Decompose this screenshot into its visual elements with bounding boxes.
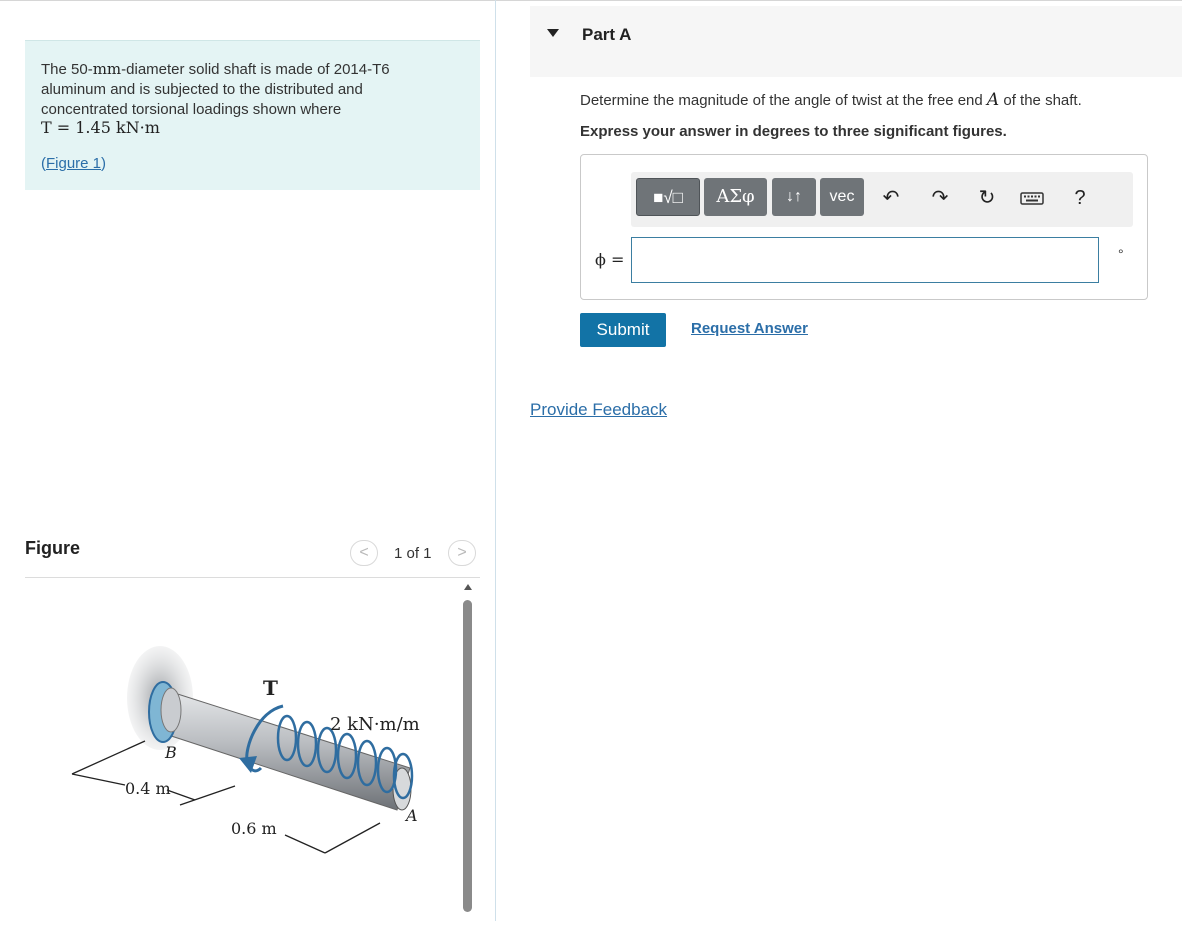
sub-superscript-button[interactable]: ↓↑	[772, 178, 816, 216]
problem-text-part1: The 50-	[41, 61, 93, 78]
figure-link-wrapper	[41, 155, 106, 172]
redo-icon[interactable]: ↷	[931, 187, 949, 209]
question-variable: A	[986, 90, 1000, 110]
problem-text-part2: -diameter solid shaft is made of 2014-T6 aluminum and is subjected to the distributed and concentrated torsional loadings shown where	[41, 61, 390, 118]
label-dimension-06: 0.6 m	[231, 819, 277, 838]
provide-feedback-link[interactable]: Provide Feedback	[530, 400, 668, 419]
figure-scrollbar[interactable]	[461, 578, 475, 921]
question-text	[580, 90, 1082, 110]
collapse-triangle-icon[interactable]	[547, 29, 559, 37]
torque-expression: T = 1.45 kN·m	[41, 118, 160, 137]
scroll-up-arrow-icon[interactable]	[464, 584, 472, 590]
problem-unit-mm: mm	[92, 60, 122, 78]
submit-button[interactable]: Submit	[580, 313, 666, 347]
answer-unit-label: °	[1118, 246, 1124, 262]
help-icon[interactable]: ?	[1074, 187, 1086, 209]
top-border	[0, 0, 1182, 1]
figure-link-open-paren: (	[41, 155, 46, 172]
answer-instruction: Express your answer in degrees to three significant figures.	[580, 123, 1007, 140]
scrollbar-thumb[interactable]	[463, 600, 472, 912]
answer-variable-label: ϕ =	[595, 250, 625, 269]
figure-link-close-paren: )	[101, 155, 107, 172]
vector-button[interactable]: vec	[820, 178, 864, 216]
answer-input[interactable]	[631, 237, 1099, 283]
shaft-diagram	[25, 578, 460, 921]
reset-icon[interactable]: ↻	[978, 187, 996, 209]
question-prefix: Determine the magnitude of the angle of twist at the free end	[580, 92, 983, 109]
next-figure-button[interactable]: >	[448, 540, 476, 566]
flange-b-inner	[161, 688, 181, 732]
templates-button[interactable]: ■√□	[636, 178, 700, 216]
part-title: Part A	[582, 25, 632, 44]
figure-link[interactable]: Figure 1	[46, 155, 102, 172]
keyboard-icon[interactable]	[1019, 186, 1045, 210]
figure-title: Figure	[25, 538, 81, 558]
question-suffix: of the shaft.	[1003, 92, 1082, 109]
keyboard-icon-graphic	[1019, 186, 1045, 210]
request-answer-link[interactable]: Request Answer	[691, 320, 808, 337]
label-dimension-04: 0.4 m	[125, 779, 171, 798]
undo-icon[interactable]: ↶	[882, 187, 900, 209]
figure-image	[25, 578, 460, 921]
label-support-b: B	[165, 743, 177, 762]
label-free-end-a: A	[406, 806, 418, 825]
previous-figure-button[interactable]: <	[350, 540, 378, 566]
greek-symbols-button[interactable]: ΑΣφ	[704, 178, 767, 216]
part-a-header[interactable]	[530, 6, 1182, 77]
pager-text: 1 of 1	[394, 545, 432, 562]
shaft-body	[153, 690, 410, 810]
problem-text	[41, 59, 451, 138]
label-distributed-load: 2 kN·m/m	[330, 714, 420, 735]
panel-divider	[495, 0, 496, 921]
problem-statement	[25, 40, 480, 190]
figure-pager	[350, 538, 480, 568]
answer-box	[580, 154, 1148, 300]
label-torque-t: T	[263, 676, 278, 700]
math-toolbar	[631, 172, 1133, 227]
